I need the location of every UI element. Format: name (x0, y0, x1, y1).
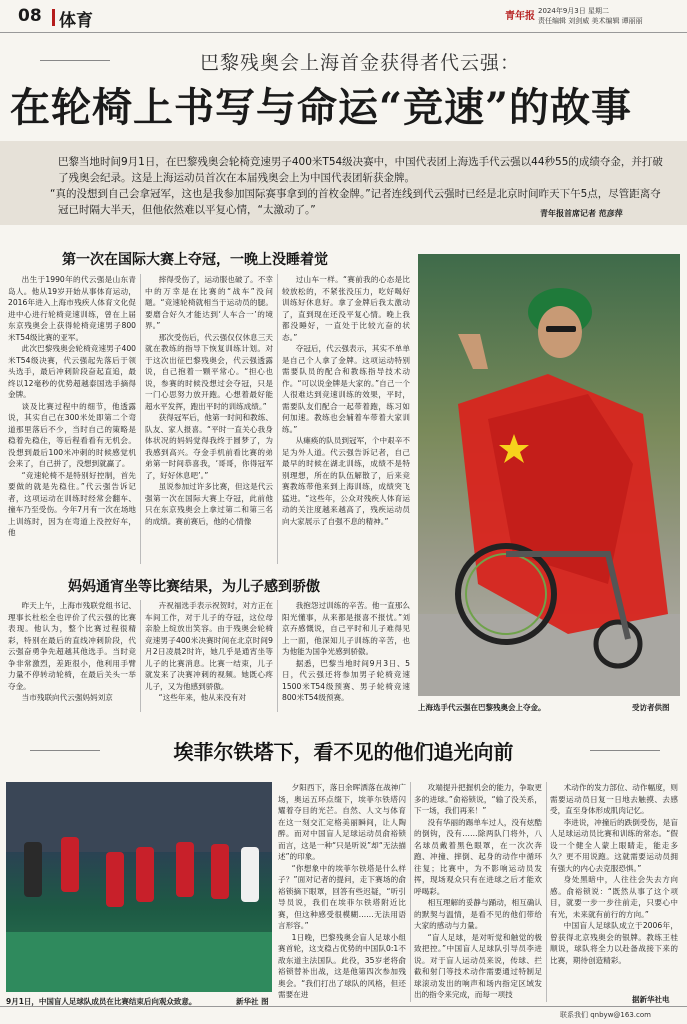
paragraph: 夺冠后，代云强表示，其实不单单是自己个人拿了金牌。这项运动特别需要队员的配合和教练指导技术动作。“可以说金牌是大家的。”自己一个人很难达到竞速训练的效果，平时，需要队友们配合一起带着跑，练习如何加速。教练也会辅着车带着大家训练。” (282, 344, 410, 434)
paragraph: 攻端提升把握机会的能力，争取更多的进球。”俞裕锁说，“输了没关系，下一场，我们再来！” (414, 783, 542, 815)
section-name: 体育 (59, 11, 93, 31)
paragraph: 相互理解的妥静与踊动，相互确认的默契与温情，是看不见的他们带给大家的感动与力量。 (414, 898, 542, 930)
photo-caption: 9月1日，中国盲人足球队成员在比赛结束后向观众致意。 (6, 997, 197, 1006)
paragraph: 我抱怨过训练的辛苦。他一直那么阳光懂事，从来都是报喜不报忧。”刘京卉感慨说，自己平时和儿子难得见上一面，他深知儿子训练的辛苦，也为他能为国争光感到骄傲。 (282, 601, 410, 656)
paragraph: 术动作的发力部位、动作幅度，则需要运动员日复一日地去触摸、去感受，直至身体形成肌肉记忆。 (550, 783, 678, 815)
paragraph: 此次巴黎残奥会轮椅竞速男子400米T54级决赛，代云强起先落后于领头选手，最后冲刺阶段奋起直追，最终以12毫秒的优势超越泰国选手摘得金牌。 (8, 344, 136, 399)
paragraph: “盲人足球，是对听觉和触觉的极致把控。”中国盲人足球队引导员李进说。对于盲人运动员来说，传球、拦截和射门等技术动作需要通过特制足球滚动发出的响声和场内指定区域发出的指令来完成，而每一项技 (414, 932, 542, 999)
paragraph: 没有华丽的踢单车过人，没有炫酷的倒钩，没有……除两队门将外，八名球员戴着黑色眼罩，在一次次奔跑、冲撞、摔倒、起身的动作中循环往复；比赛中，为不影响运动员发挥，现场观众只有在进球之后才能欢呼喝彩。 (414, 817, 542, 896)
paragraph: 卉祝福选手表示祝贺时，对方正在车间工作，对于儿子的夺冠，这位母亲脸上绽放出笑容。由于残奥会轮椅竞速男子400米决赛时间在北京时间9月2日凌晨2时许，她几乎是通宵坐等儿子的比赛消息。比赛一结束，儿子就发来了决赛冲刺的视频。她既心疼儿子，又为他感到骄傲。 (145, 601, 273, 691)
paragraph: 获得冠军后，他第一时间和教练、队友、家人报喜。“平时一直关心我身体状况的妈妈觉得我终于圆梦了，为我感到高兴。夺金手机前看比赛的弟弟第一时间恭喜我，‘哥哥，你得冠军了，好好休息吧’。” (145, 413, 273, 480)
subtitle-dash (40, 60, 110, 61)
paragraph: 出生于1990年的代云强是山东青岛人。他从19岁开始从事体育运动，2016年进入上海市残疾人体育文化促进中心进行轮椅竞速训练，曾在上届东京残奥会上获得轮椅竞速男子800米T54级比赛的亚军。 (8, 275, 136, 342)
article-title: 在轮椅上书写与命运“竞速”的故事 (10, 84, 633, 131)
text-column (278, 782, 406, 1001)
paragraph: 昨天上午，上海市残联党组书记、理事长杜松全也评价了代云强的比赛表现。他认为，整个比赛过程很精彩，特别在最后的直线冲刺阶段，代云强奋勇争先超越其他选手。当时竞争非常激烈，差距很小，他利用手臂力量不停转动轮椅，在最后关头一举夺金。 (8, 601, 136, 691)
lead-paragraph: 巴黎当地时间9月1日，在巴黎残奥会轮椅竞速男子400米T54级决赛中，中国代表团上海选手代云强以44秒55的成绩夺金，并打破了残奥会纪录。这是上海运动员首次在本届残奥会上为中国代表团斩获金牌。 (58, 156, 663, 184)
issue-date: 2024年9月3日 星期二 (538, 7, 609, 15)
page-number: 08 (18, 6, 42, 26)
paragraph: 虽说参加过许多比赛，但这是代云强第一次在国际大赛上夺冠，此前他只在东京残奥会上拿过第二和第三名的成绩。赛前赛后，他的心情像 (145, 482, 273, 526)
photo-credit: 受访者供图 (632, 703, 670, 712)
column-divider (546, 782, 547, 1002)
column-divider (277, 274, 278, 564)
text-column (414, 782, 542, 1001)
article-subtitle: 巴黎残奥会上海首金获得者代云强： (199, 52, 520, 74)
news-source: 据新华社电 (632, 995, 670, 1004)
header-accent-bar (52, 9, 55, 26)
paragraph: 过山车一样。“赛前我的心态是比较放松的，不紧张没压力，吃好喝好训练好休息好。拿了金牌后我太激动了，直到现在还没平复心情。晚上我都没睡好，一直处于比较亢奋的状态。” (282, 275, 410, 342)
editor-credits: 责任编辑 刘剑威 美术编辑 谭丽丽 (538, 17, 643, 25)
paragraph: “你想象中的埃菲尔铁塔是什么样子？”面对记者的提问，走下赛场的俞裕锁摘下眼罩，回答有些迟疑，“听引导员说，我们在埃菲尔铁塔附近比赛，但这种感受很模糊……无法用语言形容。” (278, 863, 406, 930)
newspaper-logo: 青年报 (505, 11, 535, 22)
athlete-photo (418, 254, 680, 696)
football-photo (6, 782, 272, 992)
paragraph: 摔得受伤了，运动服也破了。不幸中的万幸是在比赛的“战车”没问题。“竞速轮椅就相当于运动员的腿。要磨合好久才能达到‘人车合一’的境界。” (145, 275, 273, 330)
article2-title: 埃菲尔铁塔下，看不见的他们追光向前 (173, 740, 514, 764)
blind-football-illustration (6, 782, 272, 992)
title-rule (590, 750, 660, 751)
text-column (8, 600, 136, 704)
wheelchair-athlete-illustration (418, 254, 680, 696)
header-meta (538, 6, 643, 26)
paragraph: 夕阳西下，落日余晖洒落在战神广场，奥运五环点缀下，埃菲尔铁塔闪耀着夺目的光芒。自然、人文与体育在这一刻交汇定格美丽瞬间，让人陶醉。而对中国盲人足球运动员俞裕锁而言，这是一种“只是听说”却“无法描述”的印象。 (278, 783, 406, 861)
footer-divider (0, 1006, 687, 1007)
paragraph: 那次受伤后，代云强仅仅休息三天就在教练的指导下恢复训练计划。对于这次出征巴黎残奥会，代云强透露说，自己抱着一颗平常心。“担心也说，参赛的时候没想过会夺冠，只是一门心思努力放开跑。心想着最好能超水平发挥，跑出平时的训练成绩。” (145, 332, 273, 411)
column-divider (277, 600, 278, 712)
column-divider (140, 274, 141, 564)
paragraph: 中国盲人足球队成立于2006年，曾获得北京残奥会的银牌。教练王桂顺说，球队将全力以赴备战接下来的比赛，期待创造精彩。 (550, 921, 678, 965)
paragraph: 从瘫痪的队员到冠军，个中艰辛不足为外人道。代云强告诉记者，自己最早的时候在湖北训练，成绩不是特别理想，所在的队伍解散了，后来竞赛教练带他来到上海训练，成绩突飞猛进。“这些年，公众对残疾人体育运动的关注度越来越高了，残疾运动员向大家展示了自强不息的精神。” (282, 436, 410, 526)
author-byline: 青年报首席记者 范彦萍 (540, 209, 623, 218)
text-column (550, 782, 678, 966)
paragraph: 1日晚，巴黎残奥会盲人足球小组赛首轮，这支稳占优势的中国队0:1不敌东道主法国队。此役，35岁老将俞裕锁替补出战，这是他第四次参加残奥会。“我们打出了球队的风格，但还需要在进 (278, 932, 406, 999)
paragraph: “这些年来，他从来没有对 (158, 693, 247, 702)
paragraph: 当市残联向代云强妈妈刘京 (21, 693, 113, 702)
header-divider (0, 32, 687, 33)
text-column (145, 274, 273, 527)
paragraph: 李进说，冲撞后的跌倒受伤，是盲人足球运动员比赛和训练的常态。“假设一个健全人蒙上眼睛走，能走多久？更不用说跑。这就需要运动员拥有强大的内心去克服恐惧。” (550, 817, 678, 873)
photo-caption: 上海选手代云强在巴黎残奥会上夺金。 (418, 703, 546, 712)
text-column (145, 600, 273, 704)
photo-credit: 新华社 图 (236, 997, 269, 1006)
section-heading: 妈妈通宵坐等比赛结果，为儿子感到骄傲 (68, 579, 320, 595)
paragraph: 谈及比赛过程中的细节，他透露说，其实自己在300米处即第二个弯道那里落后不少，当时自己的策略是稳着先稳住，等后程看看有无机会。没想到最后100米冲刺的时候感觉机会来了，自己拼了，没想到就赢了。 (8, 401, 136, 468)
text-column (8, 274, 136, 539)
contact-email: 联系我们 qnbyw@163.com (560, 1011, 651, 1019)
lead-paragraph: “真的没想到自己会拿冠军，这也是我参加国际赛事拿到的首枚金牌。”记者连线到代云强时已经是北京时间昨天下午5点，尽管距离夺冠已时隔大半天，但他依然难以平复心情，“太激动了。” (50, 188, 661, 216)
paragraph: 据悉，巴黎当地时间9月3日、5日，代云强还将参加男子轮椅竞速1500米T54级预赛、男子轮椅竞速800米T54级预赛。 (282, 658, 410, 702)
column-divider (140, 600, 141, 712)
paragraph: 身处黑暗中，人往往会失去方向感。俞裕锁说：“既然从事了这个项目，就要一步一步往前走，只要心中有光，未来就有前行的方向。” (550, 875, 678, 919)
paragraph: “竞速轮椅不是特别好控制，首先要做的就是先稳住。”代云强告诉记者，这项运动在训练时经常会翻车、撞车乃至受伤。今年7月有一次在场地上训练时，因为在弯道上没控好车，他 (8, 470, 136, 537)
text-column (282, 600, 410, 704)
section-heading: 第一次在国际大赛上夺冠，一晚上没睡着觉 (62, 252, 328, 268)
text-column (282, 274, 410, 527)
column-divider (410, 782, 411, 1002)
